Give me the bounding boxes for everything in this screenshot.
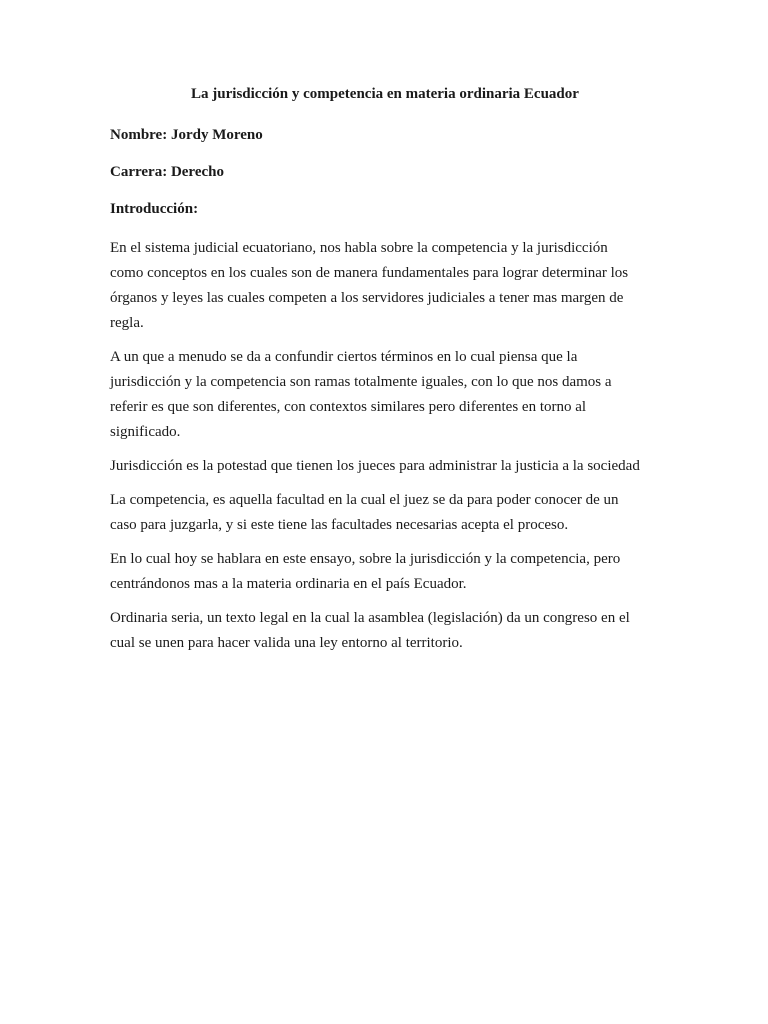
paragraph-line: Jurisdicción es la potestad que tienen los jueces para administrar la justicia a la sociedad <box>110 458 640 474</box>
career-line: Carrera: Derecho <box>110 164 224 180</box>
paragraph-line: como conceptos en los cuales son de manera fundamentales para lograr determinar los <box>110 265 629 281</box>
paragraph-line: regla. <box>110 315 144 331</box>
section-heading: Introducción: <box>110 201 199 217</box>
document-title: La jurisdicción y competencia en materia ordinaria Ecuador <box>191 86 579 102</box>
paragraph-line: significado. <box>110 424 181 440</box>
paragraph-line: jurisdicción y la competencia son ramas totalmente iguales, con lo que nos damos a <box>110 374 612 390</box>
paragraph-line: En lo cual hoy se hablara en este ensayo, sobre la jurisdicción y la competencia, pero <box>110 551 621 567</box>
paragraph-line: A un que a menudo se da a confundir ciertos términos en lo cual piensa que la <box>110 349 578 365</box>
paragraph-line: En el sistema judicial ecuatoriano, nos habla sobre la competencia y la jurisdicción <box>110 240 608 256</box>
paragraph-2 <box>110 345 660 445</box>
paragraph-3 <box>110 454 660 479</box>
paragraph-line: órganos y leyes las cuales competen a los servidores judiciales a tener mas margen de <box>110 290 624 306</box>
paragraph-line: La competencia, es aquella facultad en la cual el juez se da para poder conocer de un <box>110 492 619 508</box>
paragraph-line: centrándonos mas a la materia ordinaria en el país Ecuador. <box>110 576 467 592</box>
paragraph-line: referir es que son diferentes, con contextos similares pero diferentes en torno al <box>110 399 587 415</box>
paragraph-line: caso para juzgarla, y si este tiene las facultades necesarias acepta el proceso. <box>110 517 569 533</box>
paragraph-6 <box>110 606 660 656</box>
paragraph-1 <box>110 236 660 336</box>
paragraph-5 <box>110 547 660 597</box>
paragraph-line: Ordinaria seria, un texto legal en la cual la asamblea (legislación) da un congreso en el <box>110 610 630 626</box>
author-line: Nombre: Jordy Moreno <box>110 127 263 143</box>
paragraph-line: cual se unen para hacer valida una ley entorno al territorio. <box>110 635 463 651</box>
document-content <box>110 84 660 665</box>
paragraph-4 <box>110 488 660 538</box>
